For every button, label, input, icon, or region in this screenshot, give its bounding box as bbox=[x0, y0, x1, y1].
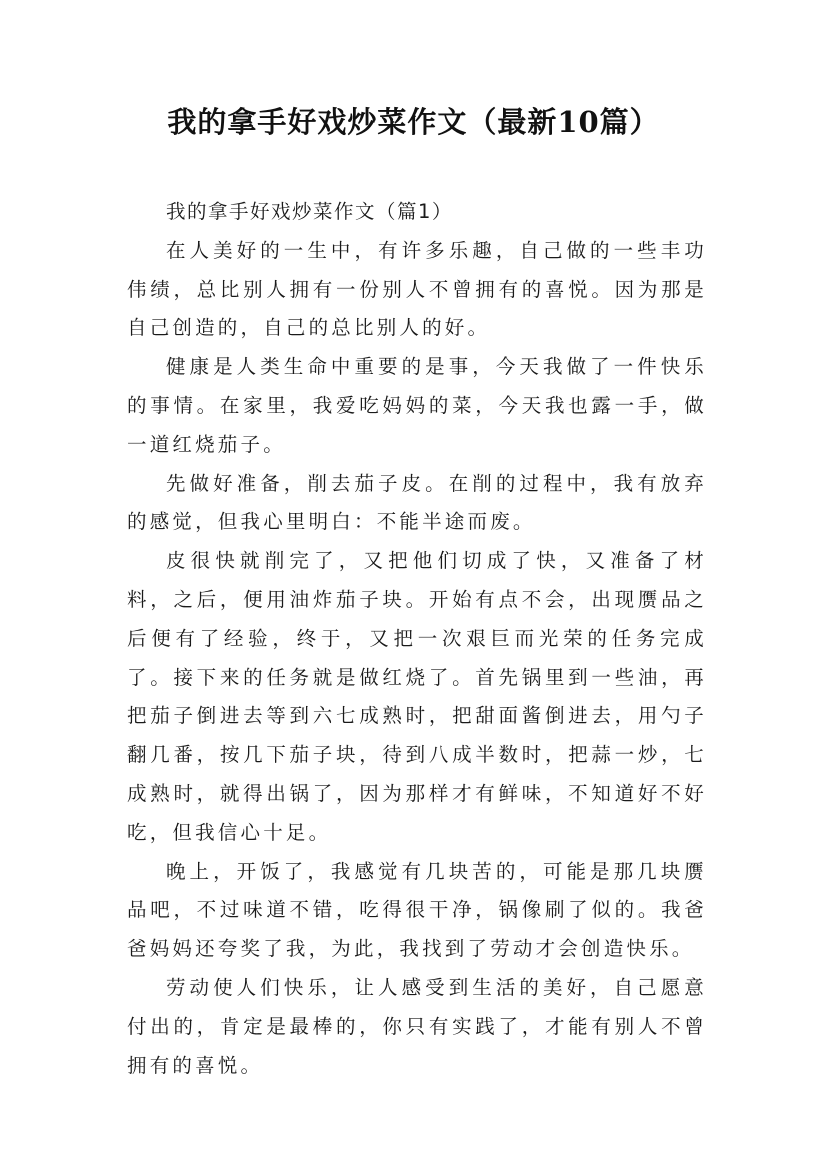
document-title: 我的拿手好戏炒菜作文（最新10篇） bbox=[167, 105, 660, 139]
paragraph: 晚上，开饭了，我感觉有几块苦的，可能是那几块赝品吧，不过味道不错，吃得很干净，锅像刷了似的。我爸爸妈妈还夸奖了我，为此，我找到了劳动才会创造快乐。 bbox=[127, 859, 707, 961]
document-body bbox=[127, 193, 707, 1085]
section-subtitle: 我的拿手好戏炒菜作文（篇1） bbox=[166, 200, 453, 223]
paragraph: 在人美好的一生中，有许多乐趣，自己做的一些丰功伟绩，总比别人拥有一份别人不曾拥有的喜悦。因为那是自己创造的，自己的总比别人的好。 bbox=[127, 238, 707, 340]
paragraph: 皮很快就削完了，又把他们切成了快，又准备了材料，之后，便用油炸茄子块。开始有点不会，出现赝品之后便有了经验，终于，又把一次艰巨而光荣的任务完成了。接下来的任务就是做红烧了。首先锅里到一些油，再把茄子倒进去等到六七成熟时，把甜面酱倒进去，用勺子翻几番，按几下茄子块，待到八成半数时，把蒜一炒，七成熟时，就得出锅了，因为那样才有鲜味，不知道好不好吃，但我信心十足。 bbox=[127, 549, 707, 844]
paragraph: 健康是人类生命中重要的是事，今天我做了一件快乐的事情。在家里，我爱吃妈妈的菜，今天我也露一手，做一道红烧茄子。 bbox=[127, 355, 707, 456]
paragraph: 劳动使人们快乐，让人感受到生活的美好，自己愿意付出的，肯定是最棒的，你只有实践了，才能有别人不曾拥有的喜悦。 bbox=[127, 975, 707, 1077]
paragraph: 先做好准备，削去茄子皮。在削的过程中，我有放弃的感觉，但我心里明白：不能半途而废。 bbox=[127, 471, 707, 534]
